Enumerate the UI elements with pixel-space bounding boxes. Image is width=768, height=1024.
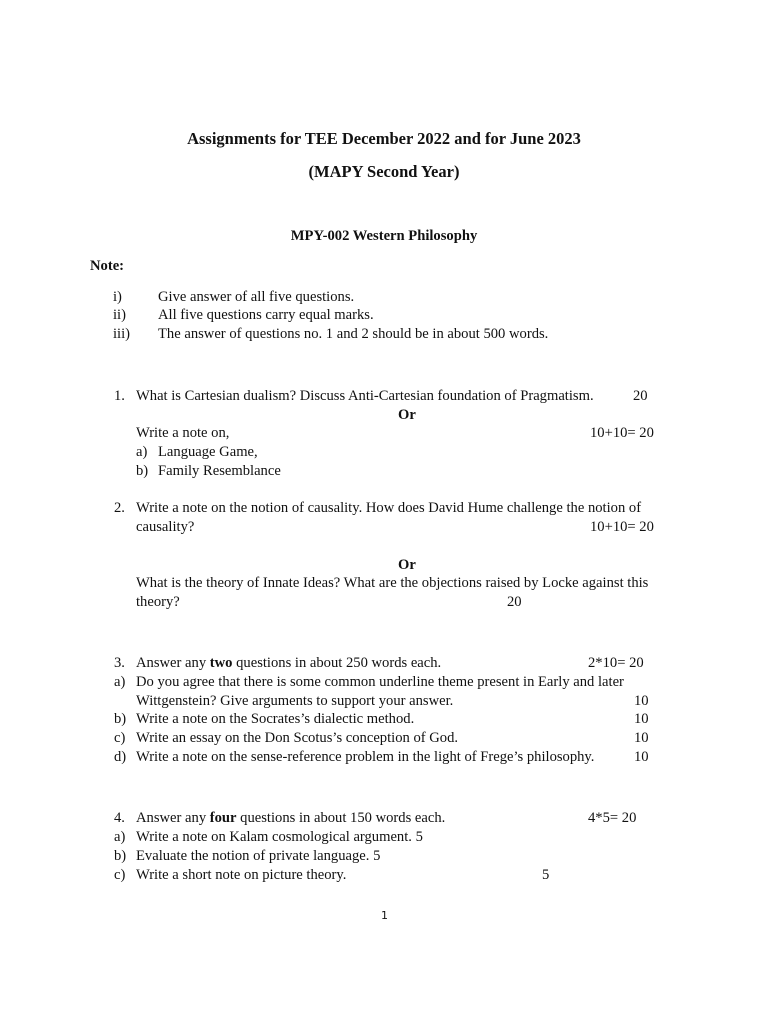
question-1-alt-text: Write a note on, [136, 425, 230, 441]
sub-item-marks: 10 [634, 730, 649, 746]
note-item-text: Give answer of all five questions. [158, 289, 355, 305]
sub-item-marks: 5 [542, 867, 550, 883]
sub-item-text: Evaluate the notion of private language. 5 [136, 848, 381, 864]
sub-item-text: Write a note on Kalam cosmological argument. 5 [136, 829, 423, 845]
question-2-alt-text-cont: theory? [136, 594, 180, 610]
question-1-alt-marks: 10+10= 20 [590, 425, 654, 441]
course-title: MPY-002 Western Philosophy [290, 228, 478, 244]
question-2-text-cont: causality? [136, 519, 195, 535]
sub-item-text: Write a note on the Socrates’s dialectic method. [136, 711, 415, 727]
sub-item-text: Write a short note on picture theory. [136, 867, 347, 883]
question-2-alt-text: What is the theory of Innate Ideas? What are the objections raised by Locke against this [136, 575, 649, 591]
sub-item-label: c) [114, 867, 126, 883]
sub-item-marks: 10 [634, 693, 649, 709]
question-4-text: Answer any four questions in about 150 words each. [136, 810, 446, 826]
sub-item-label: a) [114, 829, 126, 845]
note-item-number: ii) [113, 307, 126, 323]
question-2-marks: 10+10= 20 [590, 519, 654, 535]
sub-item-text: Write an essay on the Don Scotus’s conception of God. [136, 730, 459, 746]
question-4-number: 4. [114, 810, 125, 826]
sub-item-label: c) [114, 730, 126, 746]
question-1-marks: 20 [633, 388, 648, 404]
sub-item-marks: 10 [634, 711, 649, 727]
sub-item-label: b) [114, 848, 127, 864]
sub-item-text: Language Game, [158, 444, 258, 460]
note-item-text: All five questions carry equal marks. [158, 307, 374, 323]
sub-item-text: Write a note on the sense-reference problem in the light of Frege’s philosophy. [136, 749, 595, 765]
page-number: 1 [381, 909, 388, 922]
question-3-number: 3. [114, 655, 125, 671]
sub-item-text: Family Resemblance [158, 463, 281, 479]
note-label: Note: [90, 258, 125, 274]
sub-item-label: a) [136, 444, 148, 460]
question-2-or: Or [398, 557, 416, 573]
sub-item-label: b) [136, 463, 149, 479]
sub-item-marks: 10 [634, 749, 649, 765]
note-item-number: i) [113, 289, 122, 305]
question-4-marks: 4*5= 20 [588, 810, 637, 826]
sub-item-text-cont: Wittgenstein? Give arguments to support your answer. [136, 693, 454, 709]
question-2-number: 2. [114, 500, 125, 516]
question-3-text: Answer any two questions in about 250 words each. [136, 655, 442, 671]
question-1-number: 1. [114, 388, 125, 404]
sub-item-label: d) [114, 749, 127, 765]
sub-item-label: a) [114, 674, 126, 690]
question-2-alt-marks: 20 [507, 594, 522, 610]
note-item-text: The answer of questions no. 1 and 2 should be in about 500 words. [158, 326, 549, 342]
question-3-marks: 2*10= 20 [588, 655, 644, 671]
question-2-text: Write a note on the notion of causality. How does David Hume challenge the notion of [136, 500, 642, 516]
document-title: Assignments for TEE December 2022 and for June 2023 [187, 129, 581, 148]
document-subtitle: (MAPY Second Year) [308, 162, 460, 181]
sub-item-text: Do you agree that there is some common underline theme present in Early and later [136, 674, 624, 690]
question-1-text: What is Cartesian dualism? Discuss Anti-Cartesian foundation of Pragmatism. [136, 388, 594, 404]
note-item-number: iii) [113, 326, 131, 342]
question-1-or: Or [398, 407, 416, 423]
sub-item-label: b) [114, 711, 127, 727]
